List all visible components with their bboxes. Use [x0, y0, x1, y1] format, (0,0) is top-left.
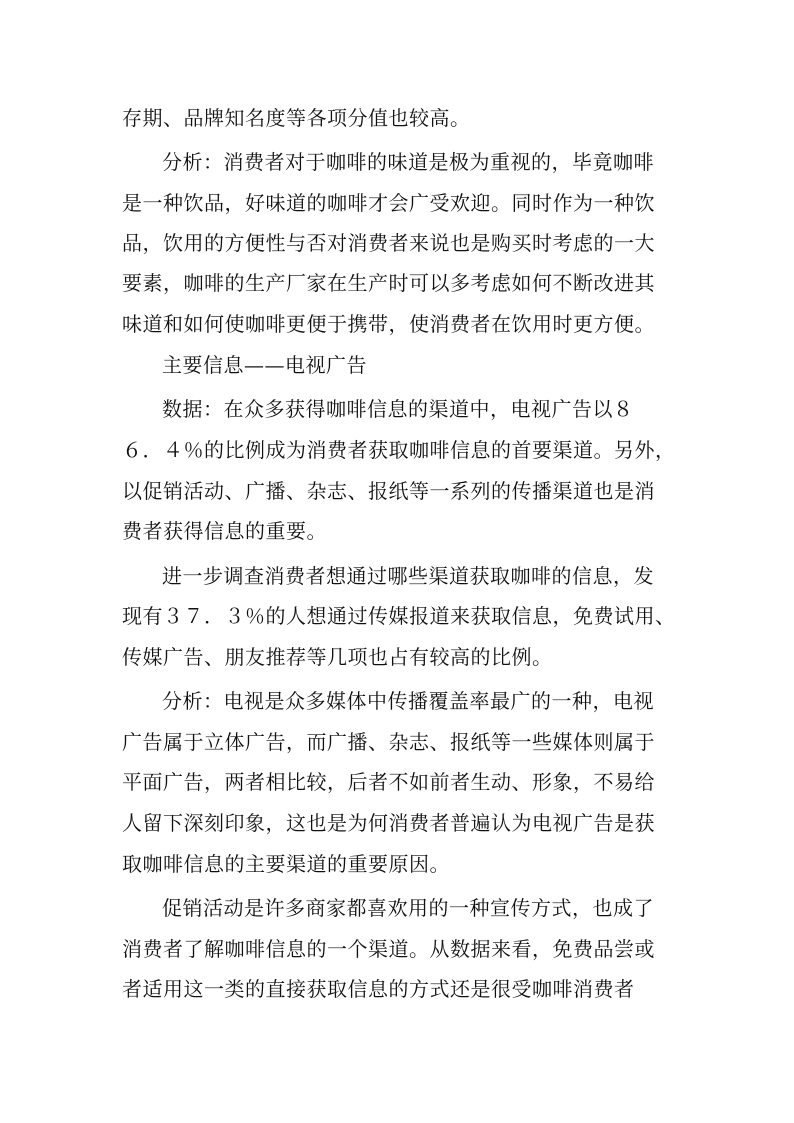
- text-line: 费者获得信息的重要。: [122, 519, 327, 543]
- section-heading: 主要信息——电视广告: [162, 353, 367, 377]
- text-line: 品，饮用的方便性与否对消费者来说也是购买时考虑的一大: [122, 231, 655, 255]
- text-line: 广告属于立体广告，而广播、杂志、报纸等一些媒体则属于: [122, 730, 655, 754]
- text-line: 分析：电视是众多媒体中传播覆盖率最广的一种，电视: [162, 689, 654, 713]
- text-line: 数据：在众多获得咖啡信息的渠道中，电视广告以８: [162, 397, 634, 421]
- text-line: 人留下深刻印象，这也是为何消费者普遍认为电视广告是获: [122, 811, 655, 835]
- text-line: 者适用这一类的直接获取信息的方式还是很受咖啡消费者: [122, 977, 635, 1001]
- text-line: 传媒广告、朋友推荐等几项也占有较高的比例。: [122, 645, 553, 669]
- text-line: 现有３７．３％的人想通过传媒报道来获取信息，免费试用、: [122, 604, 676, 628]
- text-line: 存期、品牌知名度等各项分值也较高。: [122, 106, 471, 130]
- text-line: 平面广告，两者相比较，后者不如前者生动、形象，不易给: [122, 770, 655, 794]
- text-line: 味道和如何使咖啡更便于携带，使消费者在饮用时更方便。: [122, 312, 655, 336]
- text-line: 消费者了解咖啡信息的一个渠道。从数据来看，免费品尝或: [122, 937, 655, 961]
- text-line: 以促销活动、广播、杂志、报纸等一系列的传播渠道也是消: [122, 479, 655, 503]
- text-line: 分析：消费者对于咖啡的味道是极为重视的，毕竟咖啡: [162, 150, 654, 174]
- text-line: 要素，咖啡的生产厂家在生产时可以多考虑如何不断改进其: [122, 271, 655, 295]
- text-line: 进一步调查消费者想通过哪些渠道获取咖啡的信息，发: [162, 564, 654, 588]
- text-line: ６．４％的比例成为消费者获取咖啡信息的首要渠道。另外，: [122, 438, 676, 462]
- text-line: 是一种饮品，好味道的咖啡才会广受欢迎。同时作为一种饮: [122, 191, 655, 215]
- text-line: 促销活动是许多商家都喜欢用的一种宣传方式，也成了: [162, 896, 654, 920]
- text-line: 取咖啡信息的主要渠道的重要原因。: [122, 852, 450, 876]
